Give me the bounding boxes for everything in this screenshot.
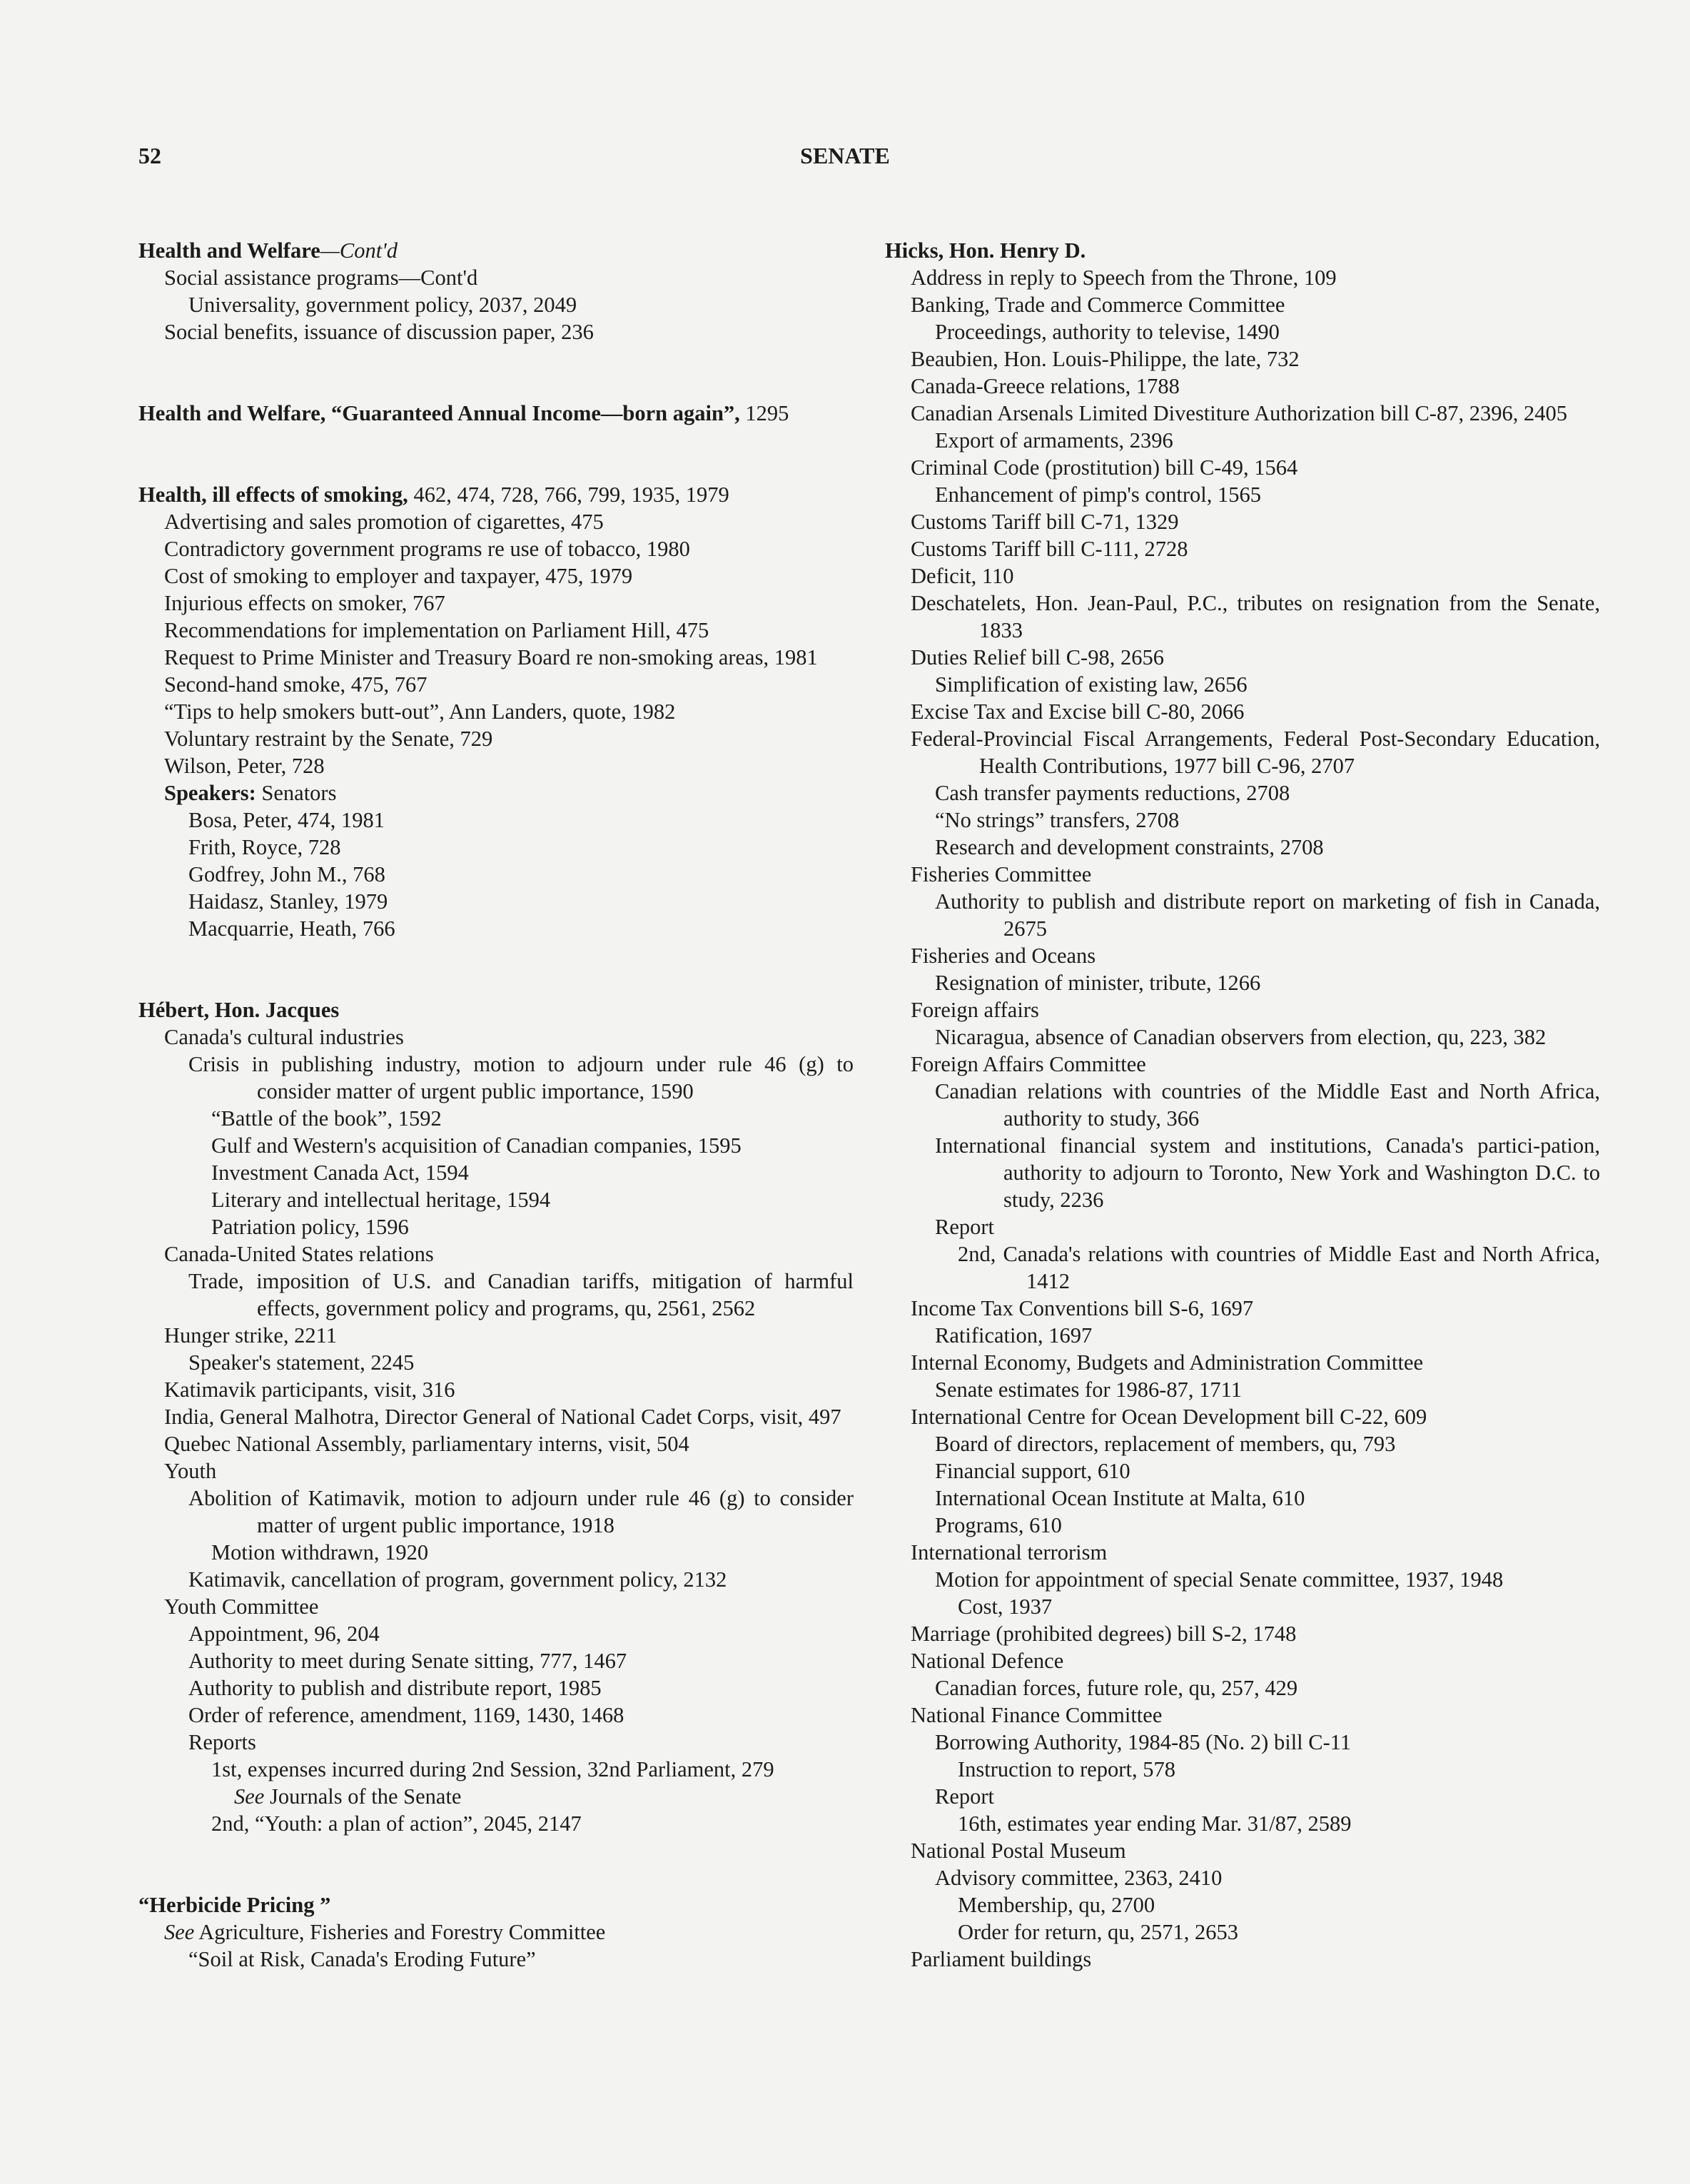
index-subentry <box>885 508 1600 535</box>
entry-text: Advisory committee, 2363, 2410 <box>935 1866 1223 1890</box>
entry-text: Crisis in publishing industry, motion to adjourn under rule 46 (g) to consider matter of urgent public importance, 1590 <box>188 1052 854 1103</box>
entry-text: Injurious effects on smoker, 767 <box>164 591 445 615</box>
index-subentry <box>138 1159 854 1186</box>
entry-text: Simplification of existing law, 2656 <box>935 672 1248 697</box>
index-subentry <box>885 1376 1600 1403</box>
index-subentry <box>138 535 854 562</box>
index-heading <box>138 481 854 508</box>
entry-text: Katimavik, cancellation of program, government policy, 2132 <box>188 1567 727 1592</box>
index-subentry <box>885 1620 1600 1647</box>
page-number: 52 <box>138 143 161 168</box>
index-subentry <box>885 1295 1600 1322</box>
entry-text: Health, ill effects of smoking, <box>138 482 408 507</box>
entry-text: Voluntary restraint by the Senate, 729 <box>164 727 493 751</box>
index-subentry <box>885 1593 1600 1620</box>
index-subentry <box>885 562 1600 590</box>
index-subentry <box>885 671 1600 698</box>
entry-text: Quebec National Assembly, parliamentary interns, visit, 504 <box>164 1432 689 1456</box>
index-subentry <box>885 345 1600 373</box>
index-subentry <box>138 1593 854 1620</box>
entry-text: Proceedings, authority to televise, 1490 <box>935 320 1280 344</box>
entry-text: “Soil at Risk, Canada's Eroding Future” <box>188 1947 536 1971</box>
index-subentry <box>885 834 1600 861</box>
index-subentry <box>138 1457 854 1485</box>
entry-text: Senators <box>255 781 337 805</box>
entry-text: Motion withdrawn, 1920 <box>211 1540 429 1564</box>
entry-text: Banking, Trade and Commerce Committee <box>911 293 1285 317</box>
entry-text: Criminal Code (prostitution) bill C-49, 1564 <box>911 455 1298 480</box>
entry-text: Customs Tariff bill C-111, 2728 <box>911 537 1188 561</box>
entry-text: Fisheries and Oceans <box>911 944 1096 968</box>
index-subentry <box>885 969 1600 996</box>
index-subentry <box>885 1403 1600 1430</box>
index-subentry <box>138 861 854 888</box>
index-subentry <box>138 752 854 779</box>
entry-text: Youth Committee <box>164 1594 319 1619</box>
index-column-left <box>138 237 854 1973</box>
entry-text: Recommendations for implementation on Parliament Hill, 475 <box>164 618 709 642</box>
index-subentry <box>138 1430 854 1457</box>
index-subentry <box>885 1647 1600 1674</box>
index-subentry <box>885 373 1600 400</box>
page-references: 462, 474, 728, 766, 799, 1935, 1979 <box>408 482 729 507</box>
entry-text: Literary and intellectual heritage, 1594 <box>211 1188 551 1212</box>
speakers-label: Speakers: <box>164 781 256 805</box>
entry-text: Membership, qu, 2700 <box>958 1893 1155 1917</box>
entry-text: “No strings” transfers, 2708 <box>935 808 1180 832</box>
index-subentry <box>138 779 854 807</box>
entry-text: “Herbicide Pricing ” <box>138 1893 331 1917</box>
index-subentry <box>138 1349 854 1376</box>
entry-text: Foreign Affairs Committee <box>911 1052 1146 1076</box>
entry-text: Order for return, qu, 2571, 2653 <box>958 1920 1239 1944</box>
index-subentry <box>885 1349 1600 1376</box>
entry-text: Second-hand smoke, 475, 767 <box>164 672 427 697</box>
page-header: SENATE <box>800 143 890 168</box>
index-subentry <box>138 617 854 644</box>
entry-text: 1st, expenses incurred during 2nd Session, 32nd Parliament, 279 <box>211 1757 774 1781</box>
entry-text: Canada-Greece relations, 1788 <box>911 374 1180 398</box>
entry-text: Authority to meet during Senate sitting, 777, 1467 <box>188 1649 627 1673</box>
entry-text: Ratification, 1697 <box>935 1323 1093 1348</box>
entry-text: Order of reference, amendment, 1169, 1430, 1468 <box>188 1703 624 1727</box>
index-subentry <box>138 1213 854 1240</box>
entry-text: Export of armaments, 2396 <box>935 428 1173 453</box>
index-subentry <box>138 1023 854 1051</box>
index-subentry <box>885 1485 1600 1512</box>
index-subentry <box>885 1702 1600 1729</box>
index-subentry <box>885 1213 1600 1240</box>
entry-text: India, General Malhotra, Director General of National Cadet Corps, visit, 497 <box>164 1405 841 1429</box>
entry-text: Senate estimates for 1986-87, 1711 <box>935 1377 1243 1402</box>
index-subentry <box>138 1485 854 1539</box>
entry-text: Canadian forces, future role, qu, 257, 429 <box>935 1676 1298 1700</box>
index-subentry <box>885 481 1600 508</box>
entry-text: Abolition of Katimavik, motion to adjourn under rule 46 (g) to consider matter of urgent public importance, 1918 <box>188 1486 854 1537</box>
entry-text: Wilson, Peter, 728 <box>164 754 325 778</box>
index-subentry <box>138 1647 854 1674</box>
index-heading <box>885 237 1600 264</box>
entry-text: Address in reply to Speech from the Throne, 109 <box>911 266 1337 290</box>
index-subentry <box>138 562 854 590</box>
index-subentry <box>885 725 1600 779</box>
index-subentry <box>885 807 1600 834</box>
entry-text: Excise Tax and Excise bill C-80, 2066 <box>911 699 1245 724</box>
entry-text: Katimavik participants, visit, 316 <box>164 1377 455 1402</box>
index-subentry <box>885 1430 1600 1457</box>
entry-text: International Ocean Institute at Malta, 610 <box>935 1486 1305 1510</box>
index-subentry <box>138 1918 854 1946</box>
index-column-right <box>885 237 1600 1973</box>
index-subentry <box>138 1729 854 1756</box>
index-subentry <box>885 454 1600 481</box>
entry-text: “Battle of the book”, 1592 <box>211 1106 442 1131</box>
entry-text: Authority to publish and distribute report on marketing of fish in Canada, 2675 <box>935 889 1600 941</box>
entry-text: International terrorism <box>911 1540 1108 1564</box>
index-subentry <box>885 264 1600 291</box>
entry-text: Bosa, Peter, 474, 1981 <box>188 808 385 832</box>
index-subentry <box>885 318 1600 345</box>
entry-text: Research and development constraints, 2708 <box>935 835 1324 859</box>
index-subentry <box>138 1105 854 1132</box>
entry-text: Authority to publish and distribute report, 1985 <box>188 1676 602 1700</box>
entry-text: Health and Welfare <box>138 238 320 263</box>
index-subentry <box>885 779 1600 807</box>
index-subentry <box>885 1240 1600 1295</box>
index-subentry <box>138 1132 854 1159</box>
entry-text: Federal-Provincial Fiscal Arrangements, Federal Post-Secondary Education, Health Contributions, 1977 bill C-96, 2707 <box>911 727 1600 778</box>
entry-text: Duties Relief bill C-98, 2656 <box>911 645 1164 669</box>
index-subentry <box>885 644 1600 671</box>
entry-text: Board of directors, replacement of members, qu, 793 <box>935 1432 1396 1456</box>
index-subentry <box>885 1810 1600 1837</box>
entry-text: National Finance Committee <box>911 1703 1163 1727</box>
index-subentry <box>885 427 1600 454</box>
entry-text: Income Tax Conventions bill S-6, 1697 <box>911 1296 1254 1320</box>
entry-text: Contradictory government programs re use of tobacco, 1980 <box>164 537 690 561</box>
index-subentry <box>885 996 1600 1023</box>
entry-text: Universality, government policy, 2037, 2049 <box>188 293 577 317</box>
index-subentry <box>138 508 854 535</box>
entry-text: Hicks, Hon. Henry D. <box>885 238 1086 263</box>
entry-text: Canada-United States relations <box>164 1242 434 1266</box>
entry-text: Report <box>935 1784 995 1809</box>
index-subentry <box>885 1783 1600 1810</box>
entry-text: Marriage (prohibited degrees) bill S-2, 1748 <box>911 1622 1297 1646</box>
entry-text: Hunger strike, 2211 <box>164 1323 337 1348</box>
entry-text: Parliament buildings <box>911 1947 1092 1971</box>
index-subentry <box>138 671 854 698</box>
entry-text: Deschatelets, Hon. Jean-Paul, P.C., tributes on resignation from the Senate, 1833 <box>911 591 1600 642</box>
continued-marker: —Cont'd <box>320 238 398 263</box>
index-subentry <box>885 291 1600 318</box>
index-subentry <box>138 318 854 345</box>
entry-text: Customs Tariff bill C-71, 1329 <box>911 510 1179 534</box>
index-subentry <box>138 291 854 318</box>
index-heading <box>138 996 854 1023</box>
index-subentry <box>138 1810 854 1837</box>
index-subentry <box>885 1891 1600 1918</box>
index-heading <box>138 237 854 264</box>
index-subentry <box>885 1674 1600 1702</box>
index-subentry <box>885 1756 1600 1783</box>
entry-text: Cost of smoking to employer and taxpayer, 475, 1979 <box>164 564 633 588</box>
index-subentry <box>885 1023 1600 1051</box>
entry-text: 16th, estimates year ending Mar. 31/87, 2589 <box>958 1811 1352 1836</box>
entry-text: Foreign affairs <box>911 998 1039 1022</box>
index-subentry <box>138 1403 854 1430</box>
index-subentry <box>138 264 854 291</box>
entry-text: Instruction to report, 578 <box>958 1757 1175 1781</box>
entry-text: “Tips to help smokers butt-out”, Ann Landers, quote, 1982 <box>164 699 676 724</box>
entry-text: Godfrey, John M., 768 <box>188 862 385 886</box>
index-subentry <box>885 535 1600 562</box>
index-subentry <box>138 834 854 861</box>
continued-marker: —Cont'd <box>398 266 478 290</box>
entry-text: Financial support, 610 <box>935 1459 1130 1483</box>
entry-text: Fisheries Committee <box>911 862 1092 886</box>
index-subentry <box>885 942 1600 969</box>
entry-text: Health and Welfare, “Guaranteed Annual Income—born again”, <box>138 401 740 425</box>
index-subentry <box>138 915 854 942</box>
entry-text: Motion for appointment of special Senate committee, 1937, 1948 <box>935 1567 1504 1592</box>
entry-text: Nicaragua, absence of Canadian observers from election, qu, 223, 382 <box>935 1025 1547 1049</box>
index-subentry <box>138 1756 854 1783</box>
entry-text: Cost, 1937 <box>958 1594 1053 1619</box>
index-subentry <box>885 1132 1600 1213</box>
index-subentry <box>885 1566 1600 1593</box>
entry-text: National Postal Museum <box>911 1839 1126 1863</box>
index-subentry <box>138 1240 854 1268</box>
index-subentry <box>885 1946 1600 1973</box>
entry-text: Reports <box>188 1730 256 1754</box>
index-subentry <box>885 888 1600 942</box>
entry-text: Canadian relations with countries of the Middle East and North Africa, authority to study, 366 <box>935 1079 1600 1131</box>
index-subentry <box>885 1051 1600 1078</box>
index-subentry <box>885 400 1600 427</box>
entry-text: International Centre for Ocean Development bill C-22, 609 <box>911 1405 1427 1429</box>
index-subentry <box>138 1322 854 1349</box>
entry-text: 2nd, Canada's relations with countries of Middle East and North Africa, 1412 <box>958 1242 1600 1293</box>
index-subentry <box>885 861 1600 888</box>
index-subentry <box>885 1512 1600 1539</box>
entry-text: Cash transfer payments reductions, 2708 <box>935 781 1290 805</box>
index-subentry <box>138 1051 854 1105</box>
index-subentry <box>138 807 854 834</box>
see-reference-label: See <box>234 1784 265 1809</box>
index-subentry <box>138 1186 854 1213</box>
index-subentry <box>885 1078 1600 1132</box>
entry-text: Internal Economy, Budgets and Administration Committee <box>911 1350 1424 1375</box>
entry-text: Deficit, 110 <box>911 564 1014 588</box>
index-subentry <box>138 1376 854 1403</box>
index-subentry <box>885 1322 1600 1349</box>
index-subentry <box>138 1539 854 1566</box>
entry-text: Enhancement of pimp's control, 1565 <box>935 482 1261 507</box>
entry-text: Macquarrie, Heath, 766 <box>188 916 395 941</box>
entry-text: Speaker's statement, 2245 <box>188 1350 415 1375</box>
index-subentry <box>885 1837 1600 1864</box>
entry-text: Advertising and sales promotion of cigarettes, 475 <box>164 510 604 534</box>
index-subentry <box>885 1864 1600 1891</box>
index-subentry <box>138 644 854 671</box>
entry-text: Programs, 610 <box>935 1513 1062 1537</box>
entry-text: Patriation policy, 1596 <box>211 1215 409 1239</box>
index-subentry <box>885 1457 1600 1485</box>
index-subentry <box>138 1674 854 1702</box>
entry-text: Borrowing Authority, 1984-85 (No. 2) bill C-11 <box>935 1730 1352 1754</box>
index-heading <box>138 1891 854 1918</box>
index-subentry <box>138 698 854 725</box>
entry-text: Haidasz, Stanley, 1979 <box>188 889 388 914</box>
index-subentry <box>138 1566 854 1593</box>
entry-text: Frith, Royce, 728 <box>188 835 341 859</box>
index-subentry <box>138 590 854 617</box>
entry-text: Canadian Arsenals Limited Divestiture Authorization bill C-87, 2396, 2405 <box>911 401 1567 425</box>
entry-text: Gulf and Western's acquisition of Canadian companies, 1595 <box>211 1133 742 1158</box>
entry-text: Youth <box>164 1459 217 1483</box>
index-subentry <box>885 590 1600 644</box>
index-subentry <box>885 1729 1600 1756</box>
entry-text: Investment Canada Act, 1594 <box>211 1161 469 1185</box>
index-subentry <box>138 1268 854 1322</box>
entry-text: Social benefits, issuance of discussion paper, 236 <box>164 320 594 344</box>
index-subentry <box>138 1946 854 1973</box>
entry-text: Report <box>935 1215 995 1239</box>
index-subentry <box>138 888 854 915</box>
page-references: 1295 <box>739 401 789 425</box>
entry-text: Appointment, 96, 204 <box>188 1622 380 1646</box>
index-subentry <box>885 1918 1600 1946</box>
index-subentry <box>885 698 1600 725</box>
entry-text: Agriculture, Fisheries and Forestry Committee <box>194 1920 606 1944</box>
see-reference-label: See <box>164 1920 195 1944</box>
entry-text: National Defence <box>911 1649 1064 1673</box>
index-subentry <box>138 725 854 752</box>
index-heading <box>138 400 854 427</box>
entry-text: Journals of the Senate <box>264 1784 462 1809</box>
entry-text: Trade, imposition of U.S. and Canadian tariffs, mitigation of harmful effects, government policy and programs, qu, 2561, 2562 <box>188 1269 854 1320</box>
index-subentry <box>138 1620 854 1647</box>
index-subentry <box>138 1783 854 1810</box>
entry-text: Hébert, Hon. Jacques <box>138 998 340 1022</box>
entry-text: Social assistance programs <box>164 266 399 290</box>
entry-text: Request to Prime Minister and Treasury Board re non-smoking areas, 1981 <box>164 645 818 669</box>
entry-text: Canada's cultural industries <box>164 1025 404 1049</box>
index-subentry <box>885 1539 1600 1566</box>
entry-text: International financial system and institutions, Canada's partici-pation, authority to adjourn to Toronto, New York and Washington D.C. to study, 2236 <box>935 1133 1600 1212</box>
entry-text: 2nd, “Youth: a plan of action”, 2045, 2147 <box>211 1811 582 1836</box>
entry-text: Resignation of minister, tribute, 1266 <box>935 971 1261 995</box>
index-subentry <box>138 1702 854 1729</box>
entry-text: Beaubien, Hon. Louis-Philippe, the late, 732 <box>911 347 1300 371</box>
